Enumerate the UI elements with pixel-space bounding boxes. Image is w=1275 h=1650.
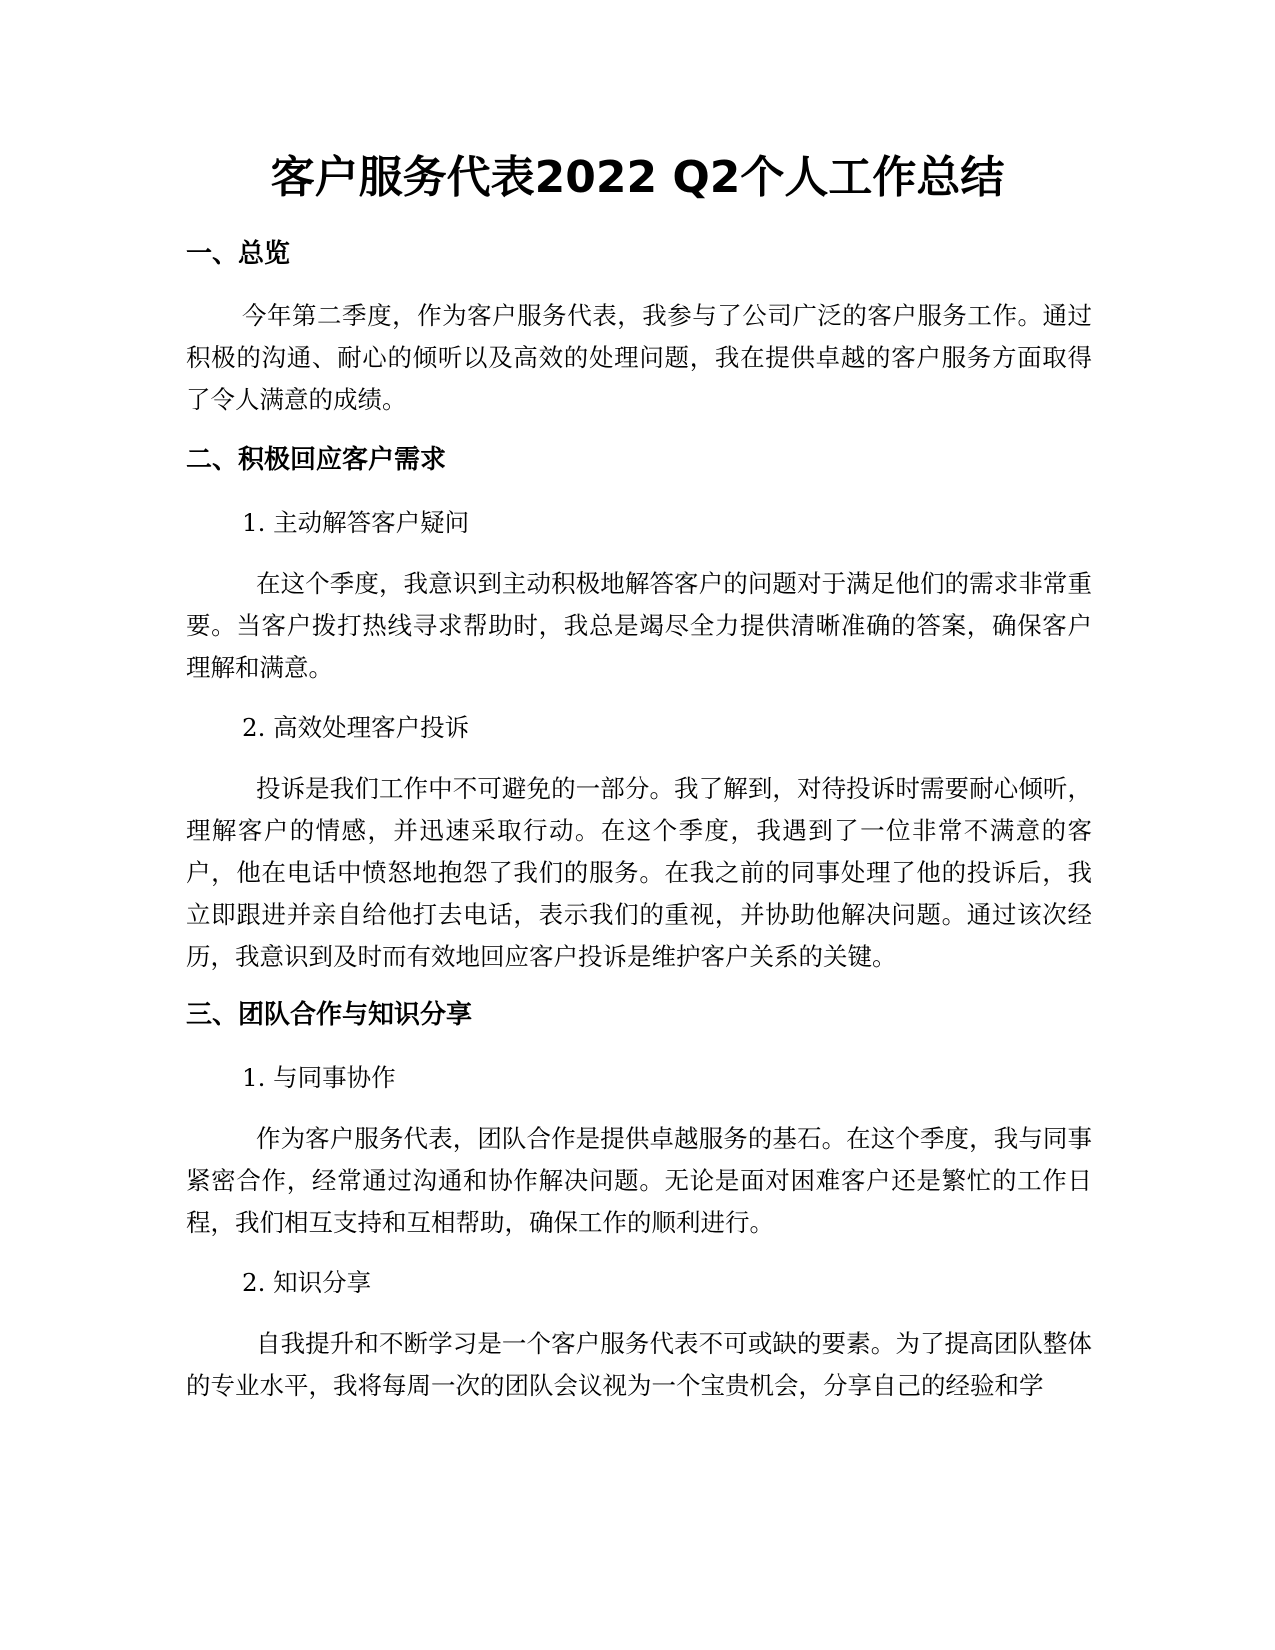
paragraph-handle-complaints: 投诉是我们工作中不可避免的一部分。我了解到，对待投诉时需要耐心倾听，理解客户的情感，并迅速采取行动。在这个季度，我遇到了一位非常不满意的客户，他在电话中愤怒地抱怨了我们的服务。在我之前的同事处理了他的投诉后，我立即跟进并亲自给他打去电话，表示我们的重视，并协助他解决问题。通过该次经历，我意识到及时而有效地回应客户投诉是维护客户关系的关键。 [186,774,1092,971]
section-heading-teamwork: 三、团队合作与知识分享 [186,1000,473,1030]
document-title: 客户服务代表2022 Q2个人工作总结 [270,152,1005,203]
section-heading-customer-needs: 二、积极回应客户需求 [186,445,447,475]
subitem-collaboration: 1. 与同事协作 [242,1063,396,1092]
paragraph-knowledge-sharing: 自我提升和不断学习是一个客户服务代表不可或缺的要素。为了提高团队整体的专业水平，我将每周一次的团队会议视为一个宝贵机会，分享自己的经验和学 [186,1329,1092,1400]
paragraph-collaboration: 作为客户服务代表，团队合作是提供卓越服务的基石。在这个季度，我与同事紧密合作，经常通过沟通和协作解决问题。无论是面对困难客户还是繁忙的工作日程，我们相互支持和互相帮助，确保工作的顺利进行。 [186,1124,1092,1237]
section-heading-overview: 一、总览 [186,239,291,269]
paragraph-answer-questions: 在这个季度，我意识到主动积极地解答客户的问题对于满足他们的需求非常重要。当客户拨打热线寻求帮助时，我总是竭尽全力提供清晰准确的答案，确保客户理解和满意。 [186,569,1092,682]
subitem-answer-questions: 1. 主动解答客户疑问 [242,508,470,537]
subitem-knowledge-sharing: 2. 知识分享 [242,1268,372,1297]
section-overview-paragraph: 今年第二季度，作为客户服务代表，我参与了公司广泛的客户服务工作。通过积极的沟通、耐心的倾听以及高效的处理问题，我在提供卓越的客户服务方面取得了令人满意的成绩。 [186,301,1092,414]
subitem-handle-complaints: 2. 高效处理客户投诉 [242,713,470,742]
